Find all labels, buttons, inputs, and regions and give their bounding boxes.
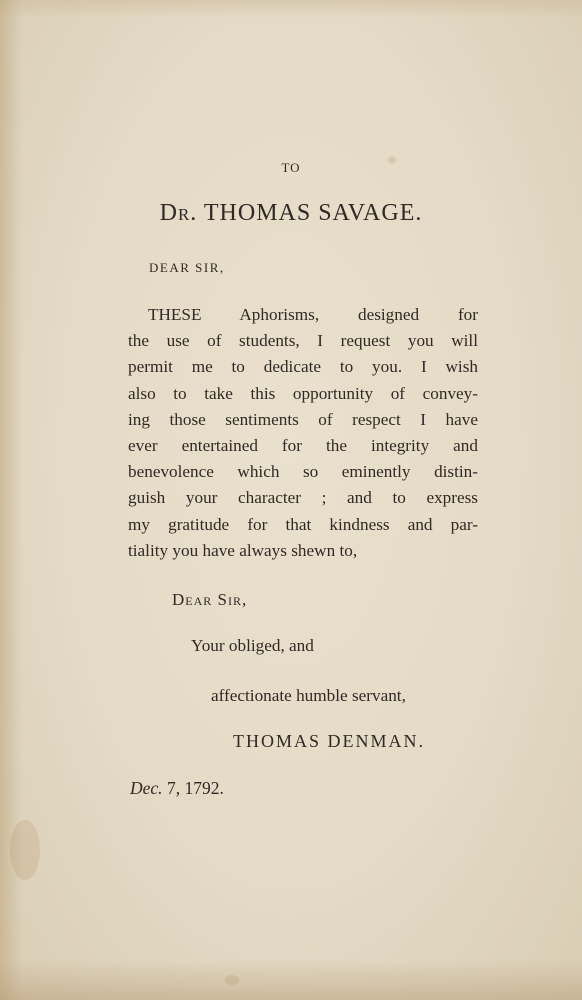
foxing-spot (225, 975, 239, 985)
page-edge-shading-bottom (0, 960, 582, 1000)
body-line: also to take this opportunity of convey- (128, 383, 478, 403)
body-line: benevolence which so eminently distin- (128, 462, 478, 482)
dedication-body (128, 302, 478, 564)
body-line: guish your character ; and to express (128, 488, 478, 508)
dedication-to-label: TO (281, 160, 301, 175)
salutation: DEAR SIR, (149, 260, 225, 275)
date-month: Dec. (130, 778, 163, 798)
foxing-spot (10, 820, 40, 880)
date-day-year: 7, 1792. (162, 778, 224, 798)
dedicatee-title: Dr. (159, 200, 198, 226)
dedication-date (130, 778, 224, 799)
body-line: ing those sentiments of respect I have (128, 409, 478, 429)
signature-name: THOMAS DENMAN. (233, 731, 426, 751)
body-line: the use of students, I request you will (128, 331, 478, 351)
dedicatee-surname: THOMAS SAVAGE. (197, 200, 423, 226)
closing-line-obliged: Your obliged, and (191, 636, 314, 655)
body-line: tiality you have always shewn to, (128, 540, 358, 560)
closing-salutation: Dear Sir, (172, 590, 248, 609)
dedicatee-name (0, 200, 582, 227)
body-line: THESE Aphorisms, designed for (148, 305, 478, 324)
closing-line-servant: affectionate humble servant, (211, 686, 406, 705)
page-edge-shading-top (0, 0, 582, 18)
body-line: ever entertained for the integrity and (128, 436, 478, 456)
body-line: my gratitude for that kindness and par- (128, 514, 478, 534)
body-line: permit me to dedicate to you. I wish (128, 357, 478, 377)
